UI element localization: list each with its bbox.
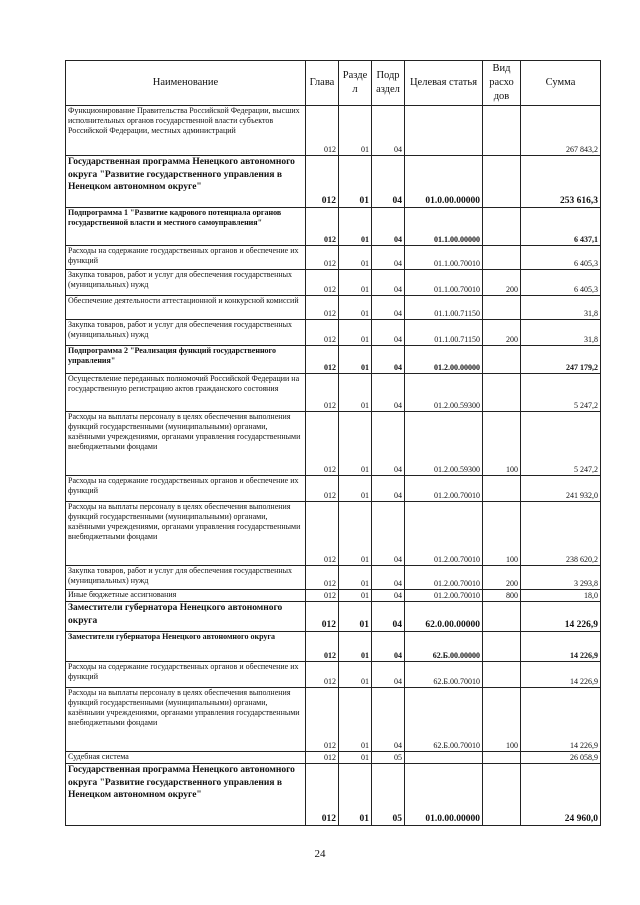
table-row bbox=[66, 208, 601, 246]
row-glava: 012 bbox=[306, 502, 339, 566]
row-vid: 800 bbox=[483, 590, 521, 602]
row-podr: 05 bbox=[372, 764, 405, 826]
row-sum: 14 226,9 bbox=[521, 632, 601, 662]
row-razdel: 01 bbox=[339, 476, 372, 502]
row-vid bbox=[483, 476, 521, 502]
row-glava: 012 bbox=[306, 208, 339, 246]
row-sum: 247 179,2 bbox=[521, 346, 601, 374]
row-glava: 012 bbox=[306, 156, 339, 208]
row-glava: 012 bbox=[306, 632, 339, 662]
row-razdel: 01 bbox=[339, 566, 372, 590]
row-sum: 5 247,2 bbox=[521, 374, 601, 412]
row-vid bbox=[483, 374, 521, 412]
row-target: 01.2.00.70010 bbox=[405, 476, 483, 502]
row-vid: 200 bbox=[483, 270, 521, 296]
row-target: 01.2.00.00000 bbox=[405, 346, 483, 374]
table-row bbox=[66, 270, 601, 296]
row-podr: 04 bbox=[372, 346, 405, 374]
row-sum: 14 226,9 bbox=[521, 662, 601, 688]
row-podr: 04 bbox=[372, 320, 405, 346]
row-glava: 012 bbox=[306, 590, 339, 602]
row-podr: 05 bbox=[372, 752, 405, 764]
header-name: Наименование bbox=[66, 61, 306, 106]
header-chapter: Глава bbox=[306, 61, 339, 106]
table-row bbox=[66, 566, 601, 590]
row-vid: 200 bbox=[483, 566, 521, 590]
row-name: Государственная программа Ненецкого автономного округа "Развитие государственного управления в Ненецком автономном округе" bbox=[66, 156, 306, 208]
row-podr: 04 bbox=[372, 412, 405, 476]
budget-table bbox=[65, 60, 601, 826]
row-razdel: 01 bbox=[339, 662, 372, 688]
table-row bbox=[66, 374, 601, 412]
row-sum: 14 226,9 bbox=[521, 602, 601, 632]
row-glava: 012 bbox=[306, 602, 339, 632]
row-razdel: 01 bbox=[339, 208, 372, 246]
row-name: Расходы на выплаты персоналу в целях обеспечения выполнения функций государственными (муниципальными) органами, казённыии учреждениями, органами управления государственными внебюджетными фондами bbox=[66, 688, 306, 752]
row-sum: 6 405,3 bbox=[521, 246, 601, 270]
row-target: 62.Б.00.70010 bbox=[405, 662, 483, 688]
row-vid bbox=[483, 752, 521, 764]
row-sum: 31,8 bbox=[521, 296, 601, 320]
table-row bbox=[66, 632, 601, 662]
row-razdel: 01 bbox=[339, 320, 372, 346]
row-razdel: 01 bbox=[339, 156, 372, 208]
header-subsection: Подр аздел bbox=[372, 61, 405, 106]
row-glava: 012 bbox=[306, 752, 339, 764]
row-glava: 012 bbox=[306, 662, 339, 688]
table-row bbox=[66, 412, 601, 476]
row-glava: 012 bbox=[306, 476, 339, 502]
table-row bbox=[66, 346, 601, 374]
row-target bbox=[405, 106, 483, 156]
row-vid: 100 bbox=[483, 688, 521, 752]
row-vid bbox=[483, 346, 521, 374]
row-target: 01.1.00.71150 bbox=[405, 320, 483, 346]
row-razdel: 01 bbox=[339, 688, 372, 752]
row-target bbox=[405, 752, 483, 764]
row-sum: 24 960,0 bbox=[521, 764, 601, 826]
row-vid: 200 bbox=[483, 320, 521, 346]
row-glava: 012 bbox=[306, 270, 339, 296]
row-podr: 04 bbox=[372, 632, 405, 662]
header-sum: Сумма bbox=[521, 61, 601, 106]
row-podr: 04 bbox=[372, 476, 405, 502]
row-razdel: 01 bbox=[339, 270, 372, 296]
row-glava: 012 bbox=[306, 246, 339, 270]
row-target: 01.0.00.00000 bbox=[405, 156, 483, 208]
row-vid bbox=[483, 662, 521, 688]
row-podr: 04 bbox=[372, 270, 405, 296]
row-sum: 14 226,9 bbox=[521, 688, 601, 752]
row-name: Закупка товаров, работ и услуг для обеспечения государственных (муниципальных) нужд bbox=[66, 270, 306, 296]
row-razdel: 01 bbox=[339, 632, 372, 662]
row-vid: 100 bbox=[483, 502, 521, 566]
row-vid: 100 bbox=[483, 412, 521, 476]
row-name: Обеспечение деятельности аттестационной и конкурсной комиссий bbox=[66, 296, 306, 320]
table-row bbox=[66, 106, 601, 156]
row-glava: 012 bbox=[306, 374, 339, 412]
row-sum: 238 620,2 bbox=[521, 502, 601, 566]
row-name: Расходы на содержание государственных органов и обеспечение их функций bbox=[66, 662, 306, 688]
row-name: Расходы на выплаты персоналу в целях обеспечения выполнения функций государственными (муниципальными) органами, казёнными учреждениями, органами управления государственными внебюджетными фондами bbox=[66, 412, 306, 476]
row-target: 01.2.00.70010 bbox=[405, 502, 483, 566]
row-podr: 04 bbox=[372, 662, 405, 688]
row-glava: 012 bbox=[306, 688, 339, 752]
header-exp-type: Вид расхо дов bbox=[483, 61, 521, 106]
table-row bbox=[66, 590, 601, 602]
table-row bbox=[66, 296, 601, 320]
table-row bbox=[66, 752, 601, 764]
row-glava: 012 bbox=[306, 346, 339, 374]
row-razdel: 01 bbox=[339, 590, 372, 602]
table-row bbox=[66, 156, 601, 208]
row-razdel: 01 bbox=[339, 346, 372, 374]
row-target: 62.Б.00.00000 bbox=[405, 632, 483, 662]
table-row bbox=[66, 662, 601, 688]
row-glava: 012 bbox=[306, 106, 339, 156]
row-sum: 26 058,9 bbox=[521, 752, 601, 764]
row-target: 01.2.00.70010 bbox=[405, 566, 483, 590]
row-razdel: 01 bbox=[339, 602, 372, 632]
row-target: 01.2.00.70010 bbox=[405, 590, 483, 602]
row-glava: 012 bbox=[306, 412, 339, 476]
row-vid bbox=[483, 296, 521, 320]
table-body bbox=[66, 106, 601, 826]
page-number: 24 bbox=[314, 848, 326, 860]
row-name: Закупка товаров, работ и услуг для обеспечения государственных (муниципальных) нужд bbox=[66, 320, 306, 346]
row-target: 01.2.00.59300 bbox=[405, 412, 483, 476]
row-sum: 6 437,1 bbox=[521, 208, 601, 246]
row-sum: 253 616,3 bbox=[521, 156, 601, 208]
row-podr: 04 bbox=[372, 688, 405, 752]
row-glava: 012 bbox=[306, 764, 339, 826]
row-podr: 04 bbox=[372, 374, 405, 412]
row-name: Расходы на содержание государственных органов и обеспечение их функций bbox=[66, 246, 306, 270]
row-vid bbox=[483, 764, 521, 826]
header-target: Целевая статья bbox=[405, 61, 483, 106]
row-sum: 31,8 bbox=[521, 320, 601, 346]
row-razdel: 01 bbox=[339, 764, 372, 826]
budget-sheet bbox=[65, 60, 600, 826]
table-row bbox=[66, 246, 601, 270]
row-name: Подпрограмма 2 "Реализация функций государственного управления" bbox=[66, 346, 306, 374]
row-target: 01.1.00.00000 bbox=[405, 208, 483, 246]
table-row bbox=[66, 476, 601, 502]
row-vid bbox=[483, 208, 521, 246]
row-podr: 04 bbox=[372, 502, 405, 566]
row-sum: 267 843,2 bbox=[521, 106, 601, 156]
row-razdel: 01 bbox=[339, 412, 372, 476]
row-podr: 04 bbox=[372, 566, 405, 590]
row-razdel: 01 bbox=[339, 246, 372, 270]
row-glava: 012 bbox=[306, 296, 339, 320]
row-name: Расходы на содержание государственных органов и обеспечение их функций bbox=[66, 476, 306, 502]
row-name: Иные бюджетные ассигнования bbox=[66, 590, 306, 602]
row-vid bbox=[483, 246, 521, 270]
row-target: 01.0.00.00000 bbox=[405, 764, 483, 826]
row-podr: 04 bbox=[372, 296, 405, 320]
row-name: Осуществление переданных полномочий Российской Федерации на государственную регистрацию актов гражданского состояния bbox=[66, 374, 306, 412]
row-podr: 04 bbox=[372, 590, 405, 602]
row-podr: 04 bbox=[372, 246, 405, 270]
table-row bbox=[66, 602, 601, 632]
table-row bbox=[66, 688, 601, 752]
row-sum: 5 247,2 bbox=[521, 412, 601, 476]
row-target: 62.0.00.00000 bbox=[405, 602, 483, 632]
row-sum: 3 293,8 bbox=[521, 566, 601, 590]
row-target: 01.1.00.70010 bbox=[405, 246, 483, 270]
row-name: Подпрограмма 1 "Развитие кадрового потенциала органов государственной власти и местного самоуправления" bbox=[66, 208, 306, 246]
row-vid bbox=[483, 602, 521, 632]
row-razdel: 01 bbox=[339, 106, 372, 156]
table-row bbox=[66, 320, 601, 346]
row-podr: 04 bbox=[372, 602, 405, 632]
row-vid bbox=[483, 156, 521, 208]
row-name: Заместители губернатора Ненецкого автономного округа bbox=[66, 632, 306, 662]
row-target: 01.2.00.59300 bbox=[405, 374, 483, 412]
row-name: Закупка товаров, работ и услуг для обеспечения государственных (муниципальных) нужд bbox=[66, 566, 306, 590]
row-sum: 241 932,0 bbox=[521, 476, 601, 502]
row-vid bbox=[483, 632, 521, 662]
row-podr: 04 bbox=[372, 208, 405, 246]
table-header-row bbox=[66, 61, 601, 106]
row-glava: 012 bbox=[306, 566, 339, 590]
row-name: Государственная программа Ненецкого автономного округа "Развитие государственного управления в Ненецком автономном округе" bbox=[66, 764, 306, 826]
row-razdel: 01 bbox=[339, 374, 372, 412]
row-podr: 04 bbox=[372, 106, 405, 156]
row-glava: 012 bbox=[306, 320, 339, 346]
row-target: 62.Б.00.70010 bbox=[405, 688, 483, 752]
table-row bbox=[66, 502, 601, 566]
table-row bbox=[66, 764, 601, 826]
header-section: Разде л bbox=[339, 61, 372, 106]
row-razdel: 01 bbox=[339, 502, 372, 566]
row-sum: 18,0 bbox=[521, 590, 601, 602]
row-razdel: 01 bbox=[339, 752, 372, 764]
row-sum: 6 405,3 bbox=[521, 270, 601, 296]
row-target: 01.1.00.70010 bbox=[405, 270, 483, 296]
row-razdel: 01 bbox=[339, 296, 372, 320]
row-target: 01.1.00.71150 bbox=[405, 296, 483, 320]
row-name: Заместители губернатора Ненецкого автономного округа bbox=[66, 602, 306, 632]
row-name: Функционирование Правительства Российской Федерации, высших исполнительных органов государственной власти субъектов Российской Федерации, местных администраций bbox=[66, 106, 306, 156]
row-podr: 04 bbox=[372, 156, 405, 208]
row-name: Расходы на выплаты персоналу в целях обеспечения выполнения функций государственными (муниципальными) органами, казёнными учреждениями, органами управления государственными внебюджетными фондами bbox=[66, 502, 306, 566]
row-vid bbox=[483, 106, 521, 156]
row-name: Судебная система bbox=[66, 752, 306, 764]
